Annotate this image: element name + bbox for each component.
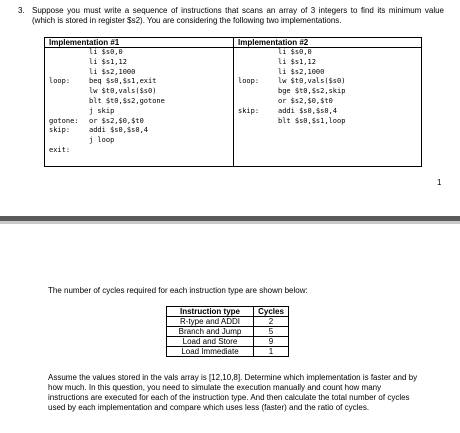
code-line (45, 97, 233, 107)
code-instruction: addi $s0,$s0,4 (89, 126, 149, 135)
code-line (45, 58, 233, 68)
code-label (234, 97, 278, 107)
question-number: 3. (18, 6, 25, 15)
closing-paragraph: Assume the values stored in the vals array is [12,10,8]. Determine which implementation is faster and by how much. In this question, you need to simulate the execution manually and count how many instructions are executed for each of the instruction type. And then calculate the total number of cycles used by each implementation and compare which uses less (faster) and the ratio of cycles. (48, 373, 418, 412)
code-line (45, 68, 233, 78)
code-line (234, 48, 421, 58)
code-line (45, 146, 233, 156)
table-row (167, 347, 289, 357)
code-line (234, 87, 421, 97)
code-label (234, 87, 278, 97)
document-page-bottom (0, 224, 460, 433)
cycle-count: 5 (254, 327, 289, 337)
code-instruction: li $s0,0 (89, 48, 123, 56)
code-line (234, 117, 421, 127)
code-line (45, 87, 233, 97)
code-label (45, 87, 89, 97)
code-instruction: or $s2,$0,$t0 (278, 96, 333, 105)
code-label (234, 48, 278, 58)
code-instruction: lw $t0,vals($s0) (278, 77, 346, 86)
instruction-type: Load Immediate (167, 347, 254, 357)
code-label (234, 68, 278, 78)
code-label: gotone: (49, 116, 79, 125)
code-label (234, 117, 278, 127)
code-line (234, 58, 421, 68)
code-instruction: or $s2,$0,$t0 (89, 116, 144, 125)
code-line (234, 77, 421, 87)
code-line (234, 107, 421, 117)
code-instruction: li $s1,12 (278, 57, 316, 66)
code-line (45, 107, 233, 117)
code-label (234, 58, 278, 68)
code-instruction: blt $s0,$s1,loop (278, 116, 346, 125)
code-line (234, 97, 421, 107)
cycles-col-type: Instruction type (167, 307, 254, 317)
instruction-type: Branch and Jump (167, 327, 254, 337)
table-row (167, 317, 289, 327)
cycles-intro: The number of cycles required for each instruction type are shown below: (48, 286, 308, 295)
cycle-count: 9 (254, 337, 289, 347)
impl1-code (45, 48, 233, 156)
page-number: 1 (437, 178, 442, 187)
code-instruction: j skip (89, 106, 115, 115)
code-instruction: li $s1,12 (89, 57, 127, 66)
code-label: exit: (49, 145, 71, 154)
cycle-count: 1 (254, 347, 289, 357)
code-label: skip: (238, 106, 260, 115)
code-instruction: li $s0,0 (278, 48, 312, 56)
code-line (45, 48, 233, 58)
code-label (45, 97, 89, 107)
code-label (45, 58, 89, 68)
table-row (167, 327, 289, 337)
code-instruction: lw $t0,vals($s0) (89, 87, 157, 96)
code-line (45, 117, 233, 127)
code-instruction: addi $s0,$s0,4 (278, 106, 338, 115)
code-label (45, 136, 89, 146)
code-instruction: bge $t0,$s2,skip (278, 87, 346, 96)
impl2-header: Implementation #2 (234, 38, 422, 48)
cycle-count: 2 (254, 317, 289, 327)
code-label (45, 48, 89, 58)
code-line (234, 68, 421, 78)
impl1-header: Implementation #1 (45, 38, 234, 48)
code-instruction (89, 146, 233, 156)
code-label: skip: (49, 126, 71, 135)
question-text: Suppose you must write a sequence of instructions that scans an array of 3 integers to find its minimum value (which is stored in register $s2). You are considering the following two implementations. (32, 6, 444, 25)
code-instruction: li $s2,1000 (278, 67, 325, 76)
code-line (45, 136, 233, 146)
code-line (45, 126, 233, 136)
code-label (45, 107, 89, 117)
code-label: loop: (238, 77, 260, 86)
table-row (167, 337, 289, 347)
code-instruction: j loop (89, 136, 115, 145)
cycles-table (166, 306, 289, 357)
code-instruction: li $s2,1000 (89, 67, 136, 76)
impl2-code (234, 48, 421, 126)
instruction-type: Load and Store (167, 337, 254, 347)
code-line (45, 77, 233, 87)
code-instruction: beq $s0,$s1,exit (89, 77, 157, 86)
implementations-table (44, 37, 422, 167)
code-label (45, 68, 89, 78)
code-instruction: blt $t0,$s2,gotone (89, 96, 165, 105)
document-page-top (0, 0, 460, 215)
code-label: loop: (49, 77, 71, 86)
instruction-type: R-type and ADDI (167, 317, 254, 327)
cycles-col-cycles: Cycles (254, 307, 289, 317)
